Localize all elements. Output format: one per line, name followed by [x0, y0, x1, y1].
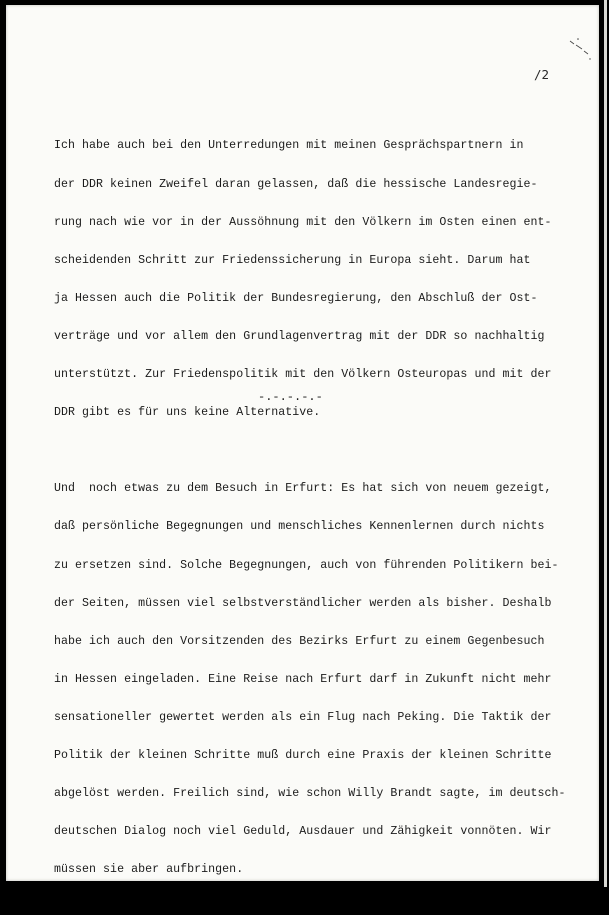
- text-line: abgelöst werden. Freilich sind, wie schon Willy Brandt sagte, im deutsch-: [54, 787, 566, 801]
- text-line: der Seiten, müssen viel selbstverständlicher werden als bisher. Deshalb: [54, 596, 552, 610]
- text-line: habe ich auch den Vorsitzenden des Bezirks Erfurt zu einem Gegenbesuch: [54, 634, 545, 648]
- letter-body: [54, 115, 574, 915]
- page-number: /2: [534, 67, 550, 82]
- text-line: DDR gibt es für uns keine Alternative.: [54, 406, 321, 420]
- text-line: scheidenden Schritt zur Friedenssicherung in Europa sieht. Darum hat: [54, 253, 531, 267]
- text-line: Ich habe auch bei den Unterredungen mit meinen Gesprächspartnern in: [54, 139, 524, 153]
- paragraph: [54, 458, 574, 903]
- text-line: rung nach wie vor in der Aussöhnung mit den Völkern im Osten einen ent-: [54, 215, 552, 229]
- text-line: in Hessen eingeladen. Eine Reise nach Erfurt darf in Zukunft nicht mehr: [54, 672, 552, 686]
- text-line: daß persönliche Begegnungen und menschliches Kennenlernen durch nichts: [54, 520, 545, 534]
- scan-artifact-marks: [566, 35, 596, 65]
- text-line: verträge und vor allem den Grundlagenvertrag mit der DDR so nachhaltig: [54, 329, 545, 343]
- text-line: Und noch etwas zu dem Besuch in Erfurt: Es hat sich von neuem gezeigt,: [54, 482, 552, 496]
- text-line: müssen sie aber aufbringen.: [54, 863, 244, 877]
- text-line: der DDR keinen Zweifel daran gelassen, daß die hessische Landesregie-: [54, 177, 538, 191]
- text-line: sensationeller gewertet werden als ein Flug nach Peking. Die Taktik der: [54, 711, 552, 725]
- text-line: Politik der kleinen Schritte muß durch eine Praxis der kleinen Schritte: [54, 749, 552, 763]
- end-mark: -.-.-.-.-: [258, 390, 323, 404]
- text-line: ja Hessen auch die Politik der Bundesregierung, den Abschluß der Ost-: [54, 291, 538, 305]
- text-line: zu ersetzen sind. Solche Begegnungen, auch von führenden Politikern bei-: [54, 558, 559, 572]
- scan-edge: [604, 0, 607, 887]
- text-line: deutschen Dialog noch viel Geduld, Ausdauer und Zähigkeit vonnöten. Wir: [54, 825, 552, 839]
- text-line: unterstützt. Zur Friedenspolitik mit den Völkern Osteuropas und mit der: [54, 368, 552, 382]
